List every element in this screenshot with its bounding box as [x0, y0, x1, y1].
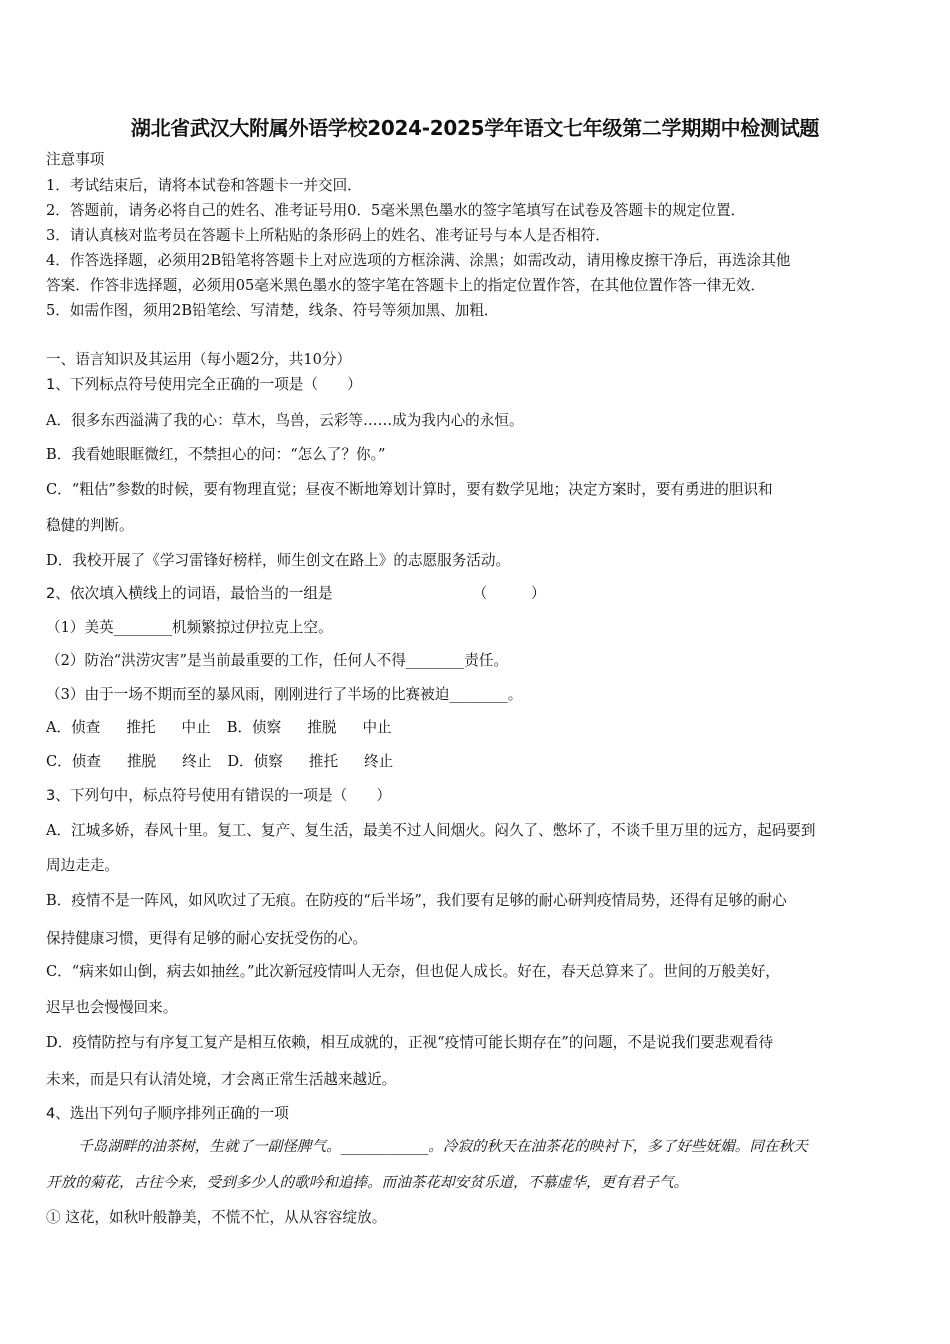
q2-options-ab	[46, 718, 908, 738]
note-item-4-cont: 答案．作答非选择题，必须用05毫米黑色墨水的签字笔在答题卡上的指定位置作答，在其他位置作答一律无效．	[46, 277, 766, 294]
q1-option-d: D．我校开展了《学习雷锋好榜样，师生创文在路上》的志愿服务活动。	[46, 552, 511, 569]
q3-option-d-cont: 未来，而是只有认清处境，才会离正常生活越来越近。	[46, 1071, 397, 1088]
q2-option-c-word3: 终止	[182, 753, 212, 770]
q3-option-d: D．疫情防控与有序复工复产是相互依赖，相互成就的，正视“疫情可能长期存在”的问题，不是说我们要悲观看待	[46, 1034, 774, 1051]
q2-option-d-label: D．侦察	[227, 753, 283, 770]
q4-item-1: ① 这花，如秋叶般静美，不慌不忙，从从容容绽放。	[46, 1209, 387, 1226]
q2-option-d-word2: 推托	[308, 753, 339, 770]
q2-option-c-label: C．侦查	[46, 753, 101, 770]
q3-option-b-cont: 保持健康习惯，更得有足够的耐心安抚受伤的心。	[46, 930, 368, 947]
q2-option-b-word3: 中止	[362, 719, 392, 736]
q1-stem	[46, 375, 908, 395]
q1-option-a: A．很多东西溢满了我的心：草木，鸟兽，云彩等……成为我内心的永恒。	[46, 412, 524, 429]
q2-option-a-word2: 推托	[126, 719, 156, 736]
page-title: 湖北省武汉大附属外语学校2024-2025学年语文七年级第二学期期中检测试题	[130, 116, 820, 140]
q4-passage-line-2: 开放的菊花，古往今来，受到多少人的歌吟和追捧。而油茶花却安贫乐道，不慕虚华，更有君子气。	[46, 1174, 689, 1191]
q2-option-c-word2: 推脱	[126, 753, 157, 770]
q3-option-c: C．“病来如山倒，病去如抽丝。”此次新冠疫情叫人无奈，但也促人成长。好在，春天总算来了。世间的万般美好，	[46, 963, 780, 980]
q2-sentence-3: （3）由于一场不期而至的暴风雨，刚刚进行了半场的比赛被迫________。	[46, 686, 523, 703]
q2-option-b-label: B．侦察	[226, 719, 282, 736]
q4-stem	[46, 1104, 908, 1124]
q2-sentence-2: （2）防治“洪涝灾害”是当前最重要的工作，任何人不得________责任。	[46, 652, 509, 669]
q1-stem-text: 1、下列标点符号使用完全正确的一项是（ ）	[46, 376, 362, 393]
note-item-1: 1．考试结束后，请将本试卷和答题卡一并交回．	[46, 177, 362, 194]
q3-option-c-cont: 迟早也会慢慢回来。	[46, 999, 178, 1016]
q4-passage-line-1: 千岛湖畔的油茶树，生就了一副怪脾气。____________。冷寂的秋天在油茶花的映衬下，多了好些妩媚。同在秋天	[78, 1138, 808, 1155]
section-heading: 一、语言知识及其运用（每小题2分，共10分）	[46, 351, 352, 368]
notes-heading: 注意事项	[46, 151, 105, 168]
q2-option-a-label: A．侦查	[46, 719, 101, 736]
q2-option-d-word3: 终止	[364, 753, 394, 770]
q1-option-b: B．我看她眼眶微红，不禁担心的问：“怎么了？你。”	[46, 446, 386, 463]
q3-option-a: A．江城多娇，春风十里。复工、复产、复生活，最美不过人间烟火。闷久了、憋坏了，不谈千里万里的远方，起码要到	[46, 822, 816, 839]
note-item-4: 4．作答选择题，必须用2B铅笔将答题卡上对应选项的方框涂满、涂黑；如需改动，请用橡皮擦干净后，再选涂其他	[46, 252, 791, 269]
note-item-2: 2．答题前，请务必将自己的姓名、准考证号用0．5毫米黑色墨水的签字笔填写在试卷及答题卡的规定位置．	[46, 202, 746, 219]
note-item-3: 3．请认真核对监考员在答题卡上所粘贴的条形码上的姓名、准考证号与本人是否相符．	[46, 227, 610, 244]
q2-sentence-1: （1）美英________机频繁掠过伊拉克上空。	[46, 619, 333, 636]
q2-stem-text: 2、依次填入横线上的词语，最恰当的一组是	[46, 585, 333, 602]
q2-option-a-word3: 中止	[181, 719, 211, 736]
q2-option-b-word2: 推脱	[307, 719, 337, 736]
q3-stem	[46, 786, 908, 806]
q2-answer-bracket: （ ）	[472, 585, 546, 602]
q1-option-c: C．“粗估”参数的时候，要有物理直觉；昼夜不断地筹划计算时，要有数学见地；决定方案时，要有勇进的胆识和	[46, 481, 773, 498]
q1-option-c-cont: 稳健的判断。	[46, 517, 134, 534]
q3-option-a-cont: 周边走走。	[46, 857, 119, 874]
q2-stem	[46, 584, 908, 604]
q2-options-cd	[46, 752, 908, 772]
q4-stem-text: 4、选出下列句子顺序排列正确的一项	[46, 1105, 289, 1122]
q3-option-b: B．疫情不是一阵风，如风吹过了无痕。在防疫的“后半场”，我们要有足够的耐心研判疫情局势，还得有足够的耐心	[46, 892, 787, 909]
note-item-5: 5．如需作图，须用2B铅笔绘、写清楚，线条、符号等须加黑、加粗．	[46, 302, 499, 319]
q3-stem-text: 3、下列句中，标点符号使用有错误的一项是（ ）	[46, 787, 391, 804]
